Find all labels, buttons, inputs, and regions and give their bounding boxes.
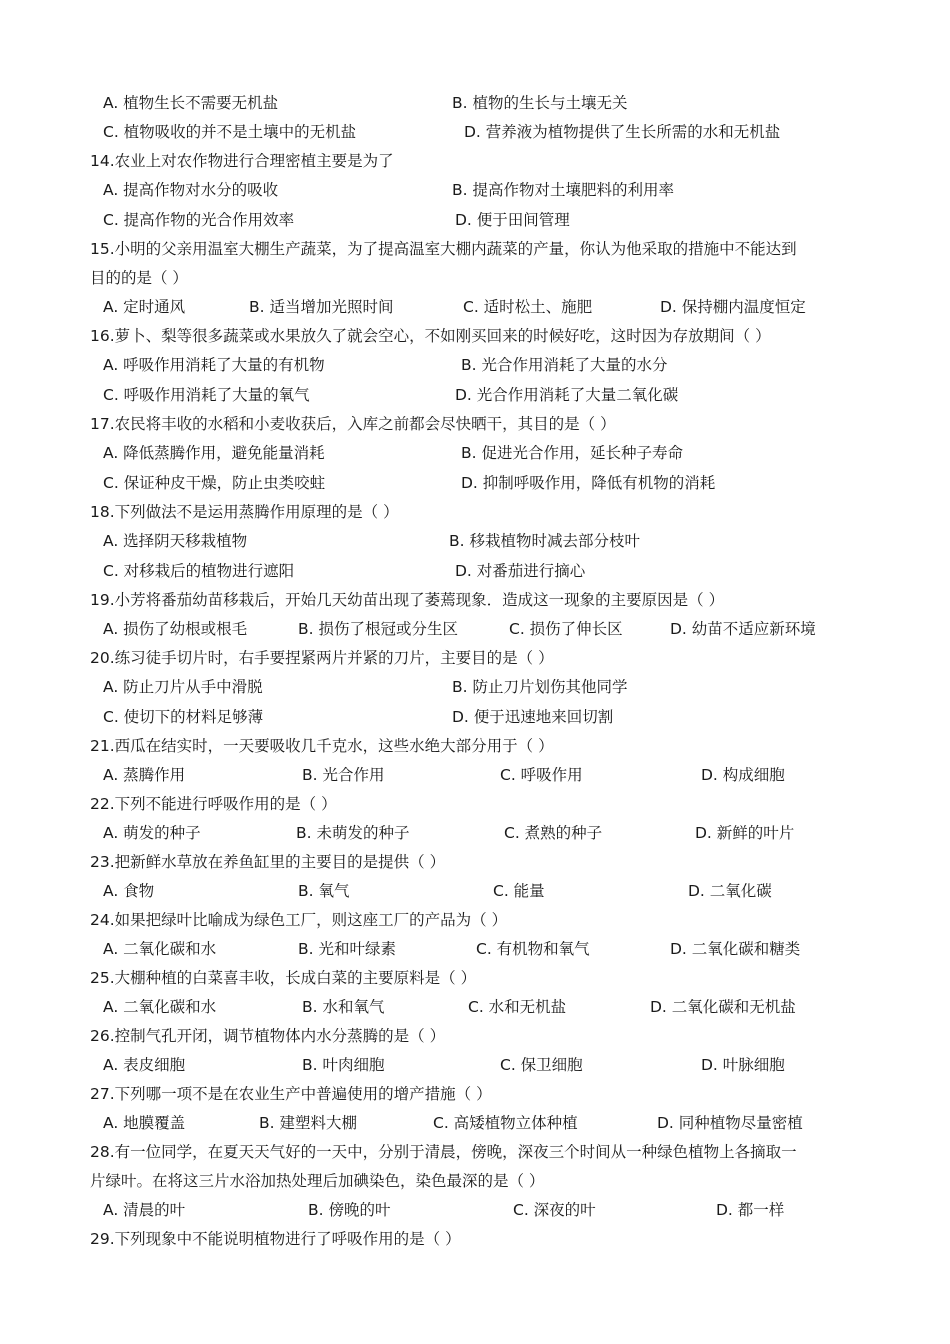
option: C. 植物吸收的并不是土壤中的无机盐 xyxy=(103,123,357,141)
options-row xyxy=(0,557,950,586)
question-stem: 20.练习徒手切片时，右手要捏紧两片并紧的刀片，主要目的是（ ） xyxy=(90,649,554,667)
options-row xyxy=(0,993,950,1022)
option: B. 提高作物对土壤肥料的利用率 xyxy=(452,181,674,199)
options-row xyxy=(0,673,950,702)
question-stem: 目的的是（ ） xyxy=(90,269,188,287)
question-stem: 14.农业上对农作物进行合理密植主要是为了 xyxy=(90,152,394,170)
option: B. 防止刀片划伤其他同学 xyxy=(452,678,628,696)
option: B. 建塑料大棚 xyxy=(259,1114,357,1132)
option: D. 新鲜的叶片 xyxy=(695,824,795,842)
option: A. 损伤了幼根或根毛 xyxy=(103,620,248,638)
option: A. 二氧化碳和水 xyxy=(103,940,217,958)
option: C. 提高作物的光合作用效率 xyxy=(103,211,295,229)
option: C. 保卫细胞 xyxy=(500,1056,583,1074)
question-stem: 25.大棚种植的白菜喜丰收，长成白菜的主要原料是（ ） xyxy=(90,969,477,987)
option: D. 抑制呼吸作用，降低有机物的消耗 xyxy=(461,474,716,492)
option: A. 提高作物对水分的吸收 xyxy=(103,181,279,199)
option: A. 选择阴天移栽植物 xyxy=(103,532,248,550)
option: C. 呼吸作用消耗了大量的氧气 xyxy=(103,386,310,404)
options-row xyxy=(0,351,950,380)
options-row xyxy=(0,469,950,498)
question-stem: 22.下列不能进行呼吸作用的是（ ） xyxy=(90,795,337,813)
options-row xyxy=(0,89,950,118)
option: D. 二氧化碳和糖类 xyxy=(670,940,801,958)
option: D. 营养液为植物提供了生长所需的水和无机盐 xyxy=(464,123,781,141)
options-row xyxy=(0,1196,950,1225)
option: D. 二氧化碳和无机盐 xyxy=(650,998,796,1016)
option: B. 光合作用 xyxy=(302,766,385,784)
options-row xyxy=(0,206,950,235)
option: B. 光和叶绿素 xyxy=(298,940,396,958)
option: B. 适当增加光照时间 xyxy=(249,298,394,316)
option: C. 保证种皮干燥，防止虫类咬蛀 xyxy=(103,474,326,492)
option: A. 蒸腾作用 xyxy=(103,766,186,784)
options-row xyxy=(0,293,950,322)
options-row xyxy=(0,118,950,147)
options-row xyxy=(0,439,950,468)
question-stem: 28.有一位同学，在夏天天气好的一天中，分别于清晨，傍晚，深夜三个时间从一种绿色植物上各摘取一 xyxy=(90,1143,797,1161)
option: C. 使切下的材料足够薄 xyxy=(103,708,264,726)
options-row xyxy=(0,703,950,732)
option: B. 氧气 xyxy=(298,882,350,900)
option: C. 煮熟的种子 xyxy=(504,824,603,842)
option: C. 有机物和氧气 xyxy=(476,940,590,958)
option: C. 高矮植物立体种植 xyxy=(433,1114,578,1132)
options-row xyxy=(0,819,950,848)
option: A. 地膜覆盖 xyxy=(103,1114,186,1132)
option: D. 同种植物尽量密植 xyxy=(657,1114,803,1132)
options-row xyxy=(0,527,950,556)
option: B. 促进光合作用，延长种子寿命 xyxy=(461,444,683,462)
option: C. 深夜的叶 xyxy=(513,1201,596,1219)
options-row xyxy=(0,877,950,906)
question-stem: 26.控制气孔开闭，调节植物体内水分蒸腾的是（ ） xyxy=(90,1027,446,1045)
question-stem: 29.下列现象中不能说明植物进行了呼吸作用的是（ ） xyxy=(90,1230,461,1248)
option: C. 水和无机盐 xyxy=(468,998,567,1016)
question-stem: 片绿叶。在将这三片水浴加热处理后加碘染色，染色最深的是（ ） xyxy=(90,1172,545,1190)
option: D. 都一样 xyxy=(716,1201,785,1219)
question-stem: 17.农民将丰收的水稻和小麦收获后，入库之前都会尽快晒干，其目的是（ ） xyxy=(90,415,616,433)
option: B. 未萌发的种子 xyxy=(296,824,410,842)
option: A. 防止刀片从手中滑脱 xyxy=(103,678,263,696)
question-stem: 21.西瓜在结实时，一天要吸收几千克水，这些水绝大部分用于（ ） xyxy=(90,737,554,755)
question-stem: 16.萝卜、梨等很多蔬菜或水果放久了就会空心，不如刚买回来的时候好吃，这时因为存放期间（ ） xyxy=(90,327,771,345)
option: D. 幼苗不适应新环境 xyxy=(670,620,816,638)
option: D. 构成细胞 xyxy=(701,766,785,784)
option: D. 二氧化碳 xyxy=(688,882,772,900)
option: D. 便于田间管理 xyxy=(455,211,570,229)
option: D. 光合作用消耗了大量二氧化碳 xyxy=(455,386,679,404)
question-stem: 18.下列做法不是运用蒸腾作用原理的是（ ） xyxy=(90,503,399,521)
option: A. 表皮细胞 xyxy=(103,1056,186,1074)
option: A. 二氧化碳和水 xyxy=(103,998,217,1016)
option: C. 能量 xyxy=(493,882,545,900)
question-stem: 27.下列哪一项不是在农业生产中普遍使用的增产措施（ ） xyxy=(90,1085,492,1103)
question-stem: 15.小明的父亲用温室大棚生产蔬菜，为了提高温室大棚内蔬菜的产量，你认为他采取的措施中不能达到 xyxy=(90,240,797,258)
option: B. 损伤了根冠或分生区 xyxy=(298,620,458,638)
option: A. 萌发的种子 xyxy=(103,824,201,842)
option: C. 损伤了伸长区 xyxy=(509,620,623,638)
option: B. 光合作用消耗了大量的水分 xyxy=(461,356,668,374)
options-row xyxy=(0,935,950,964)
option: C. 呼吸作用 xyxy=(500,766,583,784)
option: A. 定时通风 xyxy=(103,298,186,316)
question-stem: 24.如果把绿叶比喻成为绿色工厂，则这座工厂的产品为（ ） xyxy=(90,911,508,929)
option: C. 对移栽后的植物进行遮阳 xyxy=(103,562,295,580)
option: D. 叶脉细胞 xyxy=(701,1056,785,1074)
option: D. 保持棚内温度恒定 xyxy=(660,298,806,316)
option: A. 清晨的叶 xyxy=(103,1201,186,1219)
question-stem: 19.小芳将番茄幼苗移栽后，开始几天幼苗出现了萎蔫现象．造成这一现象的主要原因是（ ） xyxy=(90,591,725,609)
option: A. 植物生长不需要无机盐 xyxy=(103,94,279,112)
option: C. 适时松土、施肥 xyxy=(463,298,593,316)
option: D. 对番茄进行摘心 xyxy=(455,562,586,580)
option: B. 植物的生长与土壤无关 xyxy=(452,94,628,112)
option: B. 水和氧气 xyxy=(302,998,385,1016)
options-row xyxy=(0,381,950,410)
option: A. 食物 xyxy=(103,882,155,900)
options-row xyxy=(0,761,950,790)
option: D. 便于迅速地来回切割 xyxy=(452,708,614,726)
option: B. 傍晚的叶 xyxy=(308,1201,391,1219)
options-row xyxy=(0,1051,950,1080)
options-row xyxy=(0,1109,950,1138)
option: A. 呼吸作用消耗了大量的有机物 xyxy=(103,356,325,374)
option: A. 降低蒸腾作用，避免能量消耗 xyxy=(103,444,325,462)
question-stem: 23.把新鲜水草放在养鱼缸里的主要目的是提供（ ） xyxy=(90,853,446,871)
option: B. 叶肉细胞 xyxy=(302,1056,385,1074)
options-row xyxy=(0,615,950,644)
option: B. 移栽植物时减去部分枝叶 xyxy=(449,532,640,550)
options-row xyxy=(0,176,950,205)
